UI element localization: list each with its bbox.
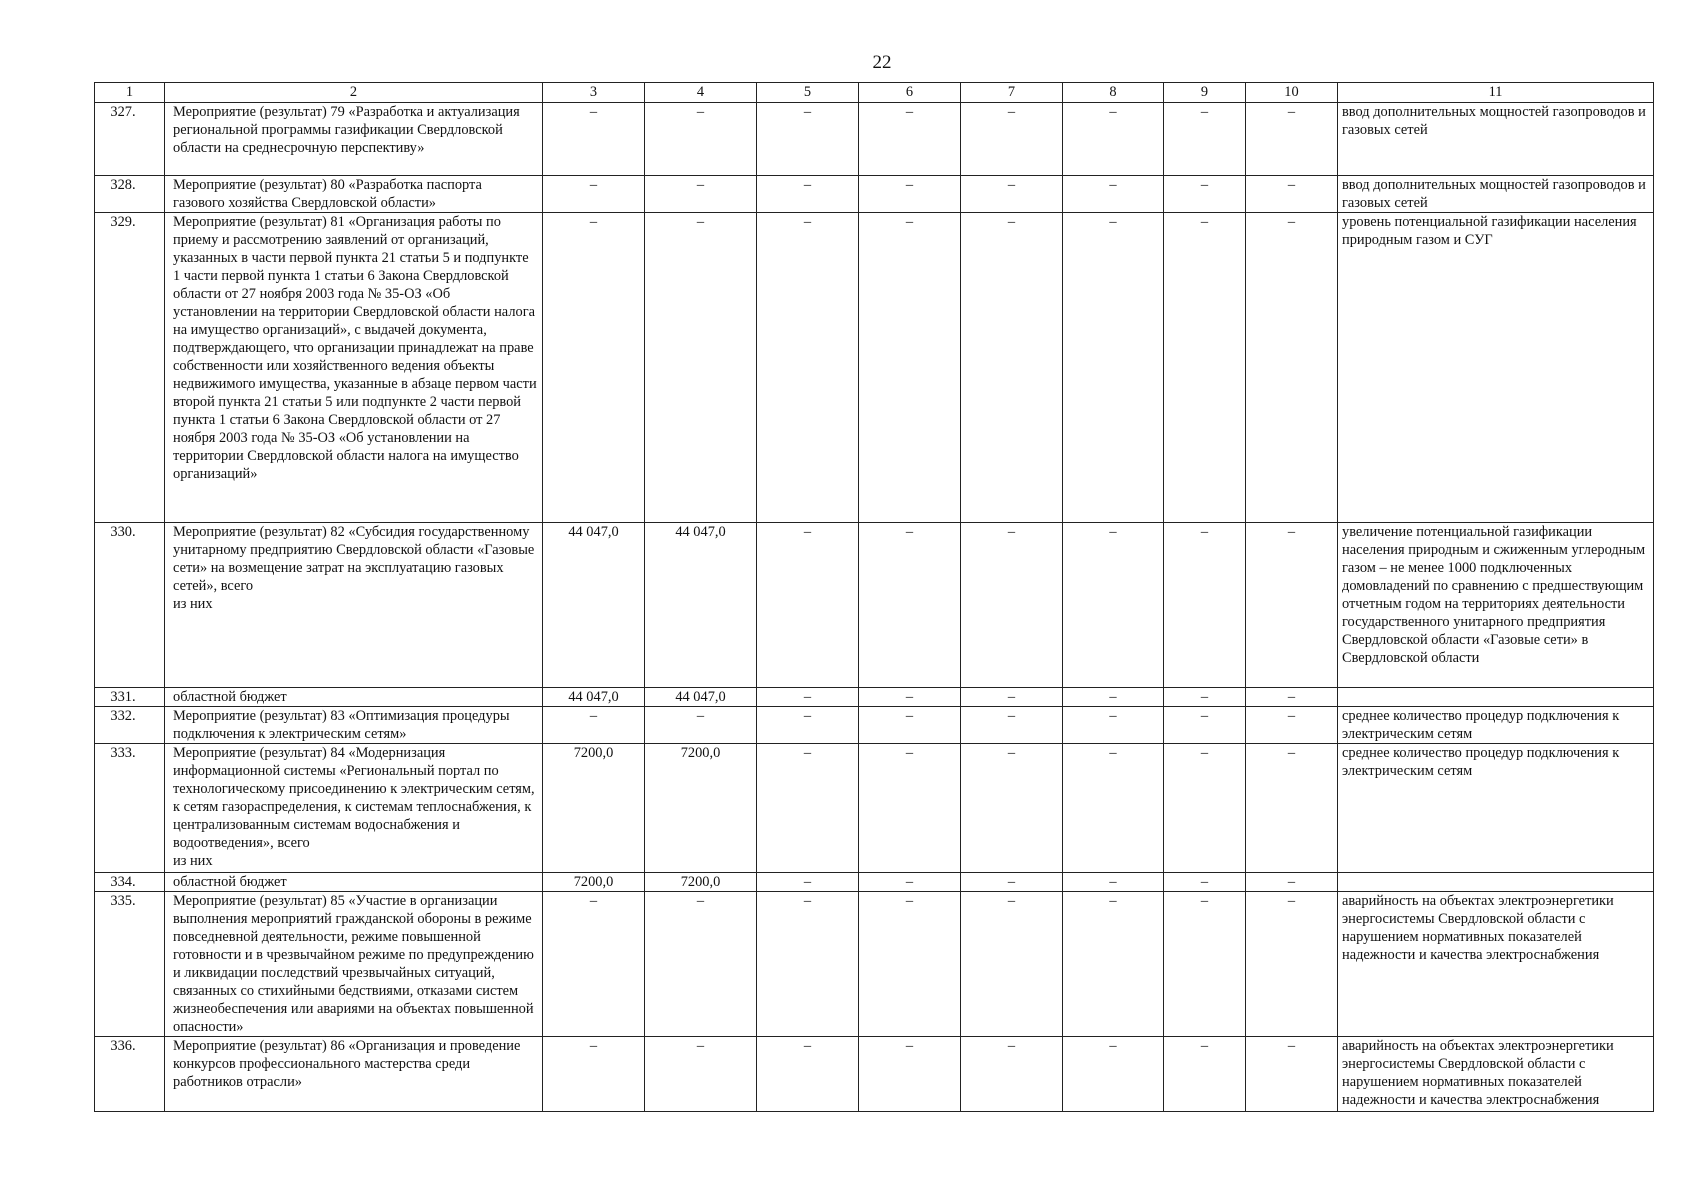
value-col-5: – — [757, 213, 859, 523]
value-col-7: – — [961, 103, 1063, 176]
row-description: областной бюджет — [165, 873, 543, 892]
table-row — [95, 688, 1654, 707]
table-row — [95, 523, 1654, 688]
value-col-3: – — [543, 892, 645, 1037]
column-header: 10 — [1246, 83, 1338, 103]
value-col-3: – — [543, 1037, 645, 1112]
row-result: ввод дополнительных мощностей газопроводов и газовых сетей — [1338, 176, 1654, 213]
value-col-6: – — [859, 213, 961, 523]
value-col-9: – — [1164, 873, 1246, 892]
column-header: 8 — [1063, 83, 1164, 103]
value-col-7: – — [961, 213, 1063, 523]
value-col-5: – — [757, 873, 859, 892]
row-result: среднее количество процедур подключения к электрическим сетям — [1338, 707, 1654, 744]
value-col-9: – — [1164, 103, 1246, 176]
row-number: 328. — [95, 176, 165, 213]
value-col-4: – — [645, 213, 757, 523]
program-table — [94, 82, 1654, 1112]
row-description: Мероприятие (результат) 85 «Участие в организации выполнения мероприятий гражданской обороны в режиме повседневной деятельности, режиме повышенной готовности и в чрезвычайном режиме по предупреждению и ликвидации последствий чрезвычайных ситуаций, связанных со стихийными бедствиями, отказами систем жизнеобеспечения или авариями на объектах повышенной опасности» — [165, 892, 543, 1037]
value-col-10: – — [1246, 213, 1338, 523]
row-description: Мероприятие (результат) 81 «Организация работы по приему и рассмотрению заявлений от организаций, указанных в части первой пункта 21 статьи 5 и подпункте 1 части первой пункта 1 статьи 6 Закона Свердловской области от 27 ноября 2003 года № 35-ОЗ «Об установлении на территории Свердловской области налога на имущество организаций», с выдачей документа, подтверждающего, что организации принадлежат на праве собственности или хозяйственного ведения объекты недвижимого имущества, указанные в абзаце первом части второй пункта 21 статьи 5 или подпункте 2 части первой пункта 1 статьи 6 Закона Свердловской области от 27 ноября 2003 года № 35-ОЗ «Об установлении на территории Свердловской области налога на имущество организаций» — [165, 213, 543, 523]
value-col-10: – — [1246, 707, 1338, 744]
value-col-4: 44 047,0 — [645, 523, 757, 688]
row-number: 330. — [95, 523, 165, 688]
value-col-7: – — [961, 688, 1063, 707]
value-col-3: 44 047,0 — [543, 523, 645, 688]
value-col-8: – — [1063, 523, 1164, 688]
table-row — [95, 103, 1654, 176]
row-description: Мероприятие (результат) 79 «Разработка и актуализация региональной программы газификации Свердловской области на среднесрочную перспективу» — [165, 103, 543, 176]
value-col-6: – — [859, 176, 961, 213]
column-header: 6 — [859, 83, 961, 103]
row-result: среднее количество процедур подключения к электрическим сетям — [1338, 744, 1654, 873]
value-col-10: – — [1246, 523, 1338, 688]
value-col-8: – — [1063, 1037, 1164, 1112]
value-col-8: – — [1063, 688, 1164, 707]
value-col-5: – — [757, 1037, 859, 1112]
value-col-8: – — [1063, 213, 1164, 523]
value-col-4: – — [645, 176, 757, 213]
value-col-3: 7200,0 — [543, 744, 645, 873]
value-col-10: – — [1246, 1037, 1338, 1112]
value-col-6: – — [859, 744, 961, 873]
value-col-3: 7200,0 — [543, 873, 645, 892]
value-col-4: 7200,0 — [645, 744, 757, 873]
value-col-10: – — [1246, 688, 1338, 707]
column-header: 11 — [1338, 83, 1654, 103]
row-number: 333. — [95, 744, 165, 873]
value-col-8: – — [1063, 103, 1164, 176]
value-col-10: – — [1246, 176, 1338, 213]
row-number: 332. — [95, 707, 165, 744]
row-result: аварийность на объектах электроэнергетики энергосистемы Свердловской области с нарушением нормативных показателей надежности и качества электроснабжения — [1338, 892, 1654, 1037]
table-row — [95, 744, 1654, 873]
value-col-5: – — [757, 103, 859, 176]
value-col-9: – — [1164, 892, 1246, 1037]
value-col-5: – — [757, 523, 859, 688]
value-col-5: – — [757, 176, 859, 213]
value-col-8: – — [1063, 176, 1164, 213]
value-col-9: – — [1164, 1037, 1246, 1112]
value-col-6: – — [859, 1037, 961, 1112]
column-header: 4 — [645, 83, 757, 103]
column-header: 2 — [165, 83, 543, 103]
column-number-row — [95, 83, 1654, 103]
page-number: 22 — [872, 52, 892, 73]
value-col-3: 44 047,0 — [543, 688, 645, 707]
value-col-3: – — [543, 213, 645, 523]
row-number: 327. — [95, 103, 165, 176]
value-col-8: – — [1063, 873, 1164, 892]
row-result: ввод дополнительных мощностей газопроводов и газовых сетей — [1338, 103, 1654, 176]
value-col-10: – — [1246, 744, 1338, 873]
table-row — [95, 1037, 1654, 1112]
value-col-6: – — [859, 873, 961, 892]
row-result: уровень потенциальной газификации населения природным газом и СУГ — [1338, 213, 1654, 523]
row-result — [1338, 873, 1654, 892]
value-col-7: – — [961, 707, 1063, 744]
table-row — [95, 213, 1654, 523]
column-header: 1 — [95, 83, 165, 103]
value-col-4: – — [645, 707, 757, 744]
value-col-7: – — [961, 523, 1063, 688]
value-col-7: – — [961, 1037, 1063, 1112]
value-col-6: – — [859, 103, 961, 176]
value-col-7: – — [961, 744, 1063, 873]
value-col-4: 44 047,0 — [645, 688, 757, 707]
value-col-3: – — [543, 176, 645, 213]
value-col-6: – — [859, 523, 961, 688]
value-col-7: – — [961, 892, 1063, 1037]
value-col-9: – — [1164, 523, 1246, 688]
row-number: 334. — [95, 873, 165, 892]
value-col-10: – — [1246, 103, 1338, 176]
row-description: Мероприятие (результат) 80 «Разработка паспорта газового хозяйства Свердловской области» — [165, 176, 543, 213]
value-col-5: – — [757, 688, 859, 707]
row-result: увеличение потенциальной газификации населения природным и сжиженным углеродным газом – не менее 1000 подключенных домовладений по сравнению с предшествующим отчетным годом на территориях деятельности государственного унитарного предприятия Свердловской области «Газовые сети» в Свердловской области — [1338, 523, 1654, 688]
value-col-3: – — [543, 103, 645, 176]
value-col-6: – — [859, 707, 961, 744]
value-col-9: – — [1164, 707, 1246, 744]
value-col-5: – — [757, 744, 859, 873]
value-col-10: – — [1246, 873, 1338, 892]
row-description: областной бюджет — [165, 688, 543, 707]
row-description: Мероприятие (результат) 83 «Оптимизация процедуры подключения к электрическим сетям» — [165, 707, 543, 744]
value-col-5: – — [757, 707, 859, 744]
value-col-4: 7200,0 — [645, 873, 757, 892]
column-header: 9 — [1164, 83, 1246, 103]
row-number: 329. — [95, 213, 165, 523]
row-number: 331. — [95, 688, 165, 707]
table-row — [95, 707, 1654, 744]
value-col-8: – — [1063, 892, 1164, 1037]
value-col-10: – — [1246, 892, 1338, 1037]
value-col-7: – — [961, 873, 1063, 892]
row-description: Мероприятие (результат) 84 «Модернизация информационной системы «Региональный портал по технологическому присоединению к электрическим сетям, к сетям газораспределения, к системам теплоснабжения, к централизованным системам водоснабжения и водоотведения», всего из них — [165, 744, 543, 873]
value-col-9: – — [1164, 688, 1246, 707]
value-col-3: – — [543, 707, 645, 744]
value-col-4: – — [645, 1037, 757, 1112]
value-col-6: – — [859, 892, 961, 1037]
value-col-4: – — [645, 892, 757, 1037]
row-description: Мероприятие (результат) 82 «Субсидия государственному унитарному предприятию Свердловской области «Газовые сети» на возмещение затрат на эксплуатацию газовых сетей», всего из них — [165, 523, 543, 688]
table-row — [95, 176, 1654, 213]
table-row — [95, 873, 1654, 892]
row-result — [1338, 688, 1654, 707]
row-number: 335. — [95, 892, 165, 1037]
column-header: 7 — [961, 83, 1063, 103]
value-col-9: – — [1164, 744, 1246, 873]
value-col-7: – — [961, 176, 1063, 213]
row-number: 336. — [95, 1037, 165, 1112]
value-col-8: – — [1063, 707, 1164, 744]
value-col-9: – — [1164, 213, 1246, 523]
row-description: Мероприятие (результат) 86 «Организация и проведение конкурсов профессионального мастерства среди работников отрасли» — [165, 1037, 543, 1112]
row-result: аварийность на объектах электроэнергетики энергосистемы Свердловской области с нарушением нормативных показателей надежности и качества электроснабжения — [1338, 1037, 1654, 1112]
column-header: 5 — [757, 83, 859, 103]
column-header: 3 — [543, 83, 645, 103]
value-col-9: – — [1164, 176, 1246, 213]
value-col-8: – — [1063, 744, 1164, 873]
table-row — [95, 892, 1654, 1037]
value-col-5: – — [757, 892, 859, 1037]
value-col-6: – — [859, 688, 961, 707]
value-col-4: – — [645, 103, 757, 176]
